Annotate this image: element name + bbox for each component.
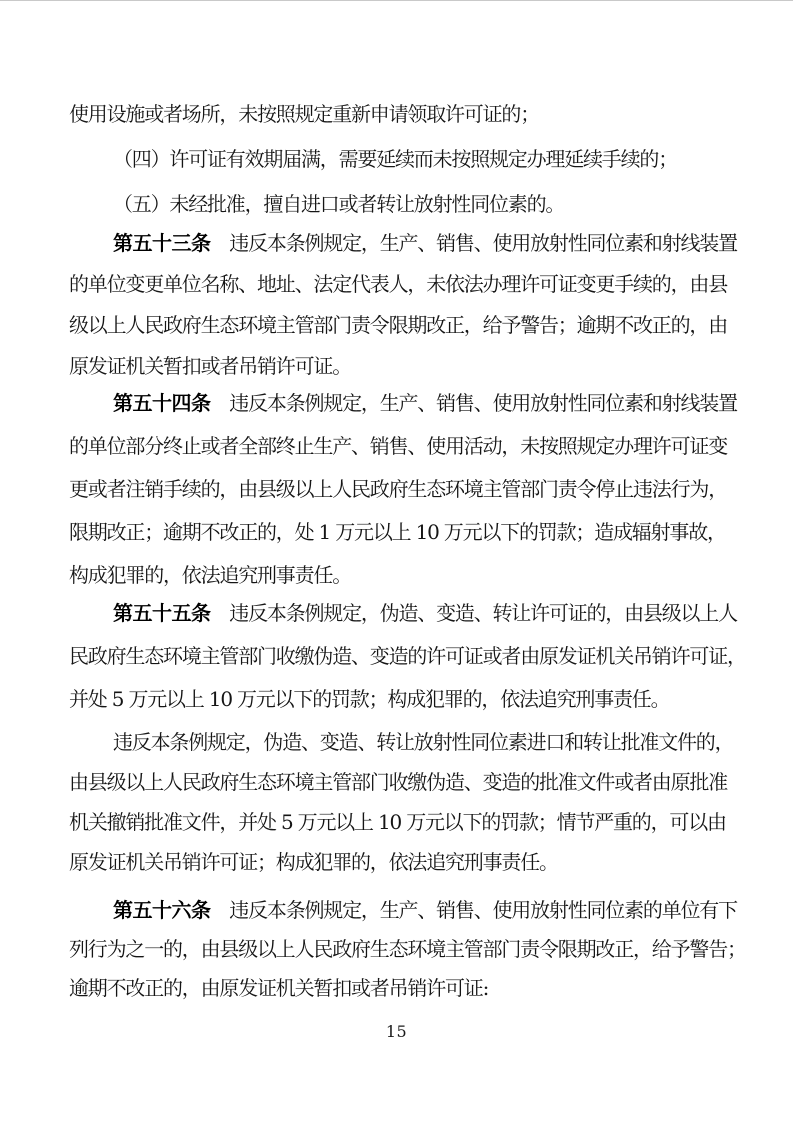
- article-55-line-1: 违反本条例规定，伪造、变造、转让许可证的，由县级以上人: [210, 601, 737, 625]
- article-56-line-2: 列行为之一的，由县级以上人民政府生态环境主管部门责令限期改正，给予警告；: [69, 937, 746, 961]
- article-55-number: 第五十五条: [113, 601, 211, 625]
- article-55-paragraph-1: [69, 592, 759, 721]
- article-55-heading-line: [69, 592, 759, 635]
- article-54-line-3: 更或者注销手续的，由县级以上人民政府生态环境主管部门责令停止违法行为，: [69, 477, 727, 501]
- page-top-edge-line: [0, 0, 793, 1]
- article-56-line-3: 逾期不改正的，由原发证机关暂扣或者吊销许可证:: [69, 976, 489, 1000]
- article-56-number: 第五十六条: [113, 898, 211, 922]
- article-56-line-1: 违反本条例规定，生产、销售、使用放射性同位素的单位有下: [210, 898, 737, 922]
- continuation-text: 使用设施或者场所，未按照规定重新申请领取许可证的；: [69, 102, 539, 126]
- article-55-p2-line-1: 违反本条例规定，伪造、变造、转让放射性同位素进口和转让批准文件的，: [113, 730, 734, 754]
- list-item-five: [69, 191, 793, 217]
- article-55-line-3: 并处 5 万元以上 10 万元以下的罚款；构成犯罪的，依法追究刑事责任。: [69, 687, 670, 711]
- article-54-line-2: 的单位部分终止或者全部终止生产、销售、使用活动，未按照规定办理许可证变: [69, 434, 727, 458]
- article-55-p2-line-2: 由县级以上人民政府生态环境主管部门收缴伪造、变造的批准文件或者由原批准: [69, 770, 727, 794]
- continuation-paragraph-line: [69, 101, 749, 127]
- article-53-line-2: 的单位变更单位名称、地址、法定代表人，未依法办理许可证变更手续的，由县: [69, 272, 727, 296]
- article-56-heading-line: [69, 891, 759, 930]
- list-item-four: [69, 146, 793, 172]
- article-54-line-1: 违反本条例规定，生产、销售、使用放射性同位素和射线装置: [210, 391, 737, 415]
- list-item-five-text: （五）未经批准，擅自进口或者转让放射性同位素的。: [113, 192, 565, 216]
- article-54-heading-line: [69, 382, 759, 425]
- article-53-line-4: 原发证机关暂扣或者吊销许可证。: [69, 354, 351, 378]
- article-53-line-3: 级以上人民政府生态环境主管部门责令限期改正，给予警告；逾期不改正的，由: [69, 313, 727, 337]
- page-number: 15: [385, 1022, 408, 1041]
- article-55-line-2: 民政府生态环境主管部门收缴伪造、变造的许可证或者由原发证机关吊销许可证，: [69, 644, 746, 668]
- article-55-paragraph-2: [69, 722, 759, 882]
- article-54-line-5: 构成犯罪的，依法追究刑事责任。: [69, 563, 351, 587]
- article-53-heading-line: [69, 223, 759, 264]
- article-53-number: 第五十三条: [113, 231, 211, 255]
- list-item-four-text: （四）许可证有效期届满，需要延续而未按照规定办理延续手续的；: [113, 147, 677, 171]
- article-53-line-1: 违反本条例规定，生产、销售、使用放射性同位素和射线装置: [210, 231, 737, 255]
- article-55-p2-line-3: 机关撤销批准文件，并处 5 万元以上 10 万元以下的罚款；情节严重的，可以由: [69, 810, 726, 834]
- article-53-paragraph: [69, 223, 759, 387]
- article-55-p2-line-4: 原发证机关吊销许可证；构成犯罪的，依法追究刑事责任。: [69, 850, 558, 874]
- article-54-paragraph: [69, 382, 759, 597]
- article-54-line-4: 限期改正；逾期不改正的，处 1 万元以上 10 万元以下的罚款；造成辐射事故，: [69, 520, 726, 544]
- article-54-number: 第五十四条: [113, 391, 211, 415]
- article-56-paragraph: [69, 891, 759, 1008]
